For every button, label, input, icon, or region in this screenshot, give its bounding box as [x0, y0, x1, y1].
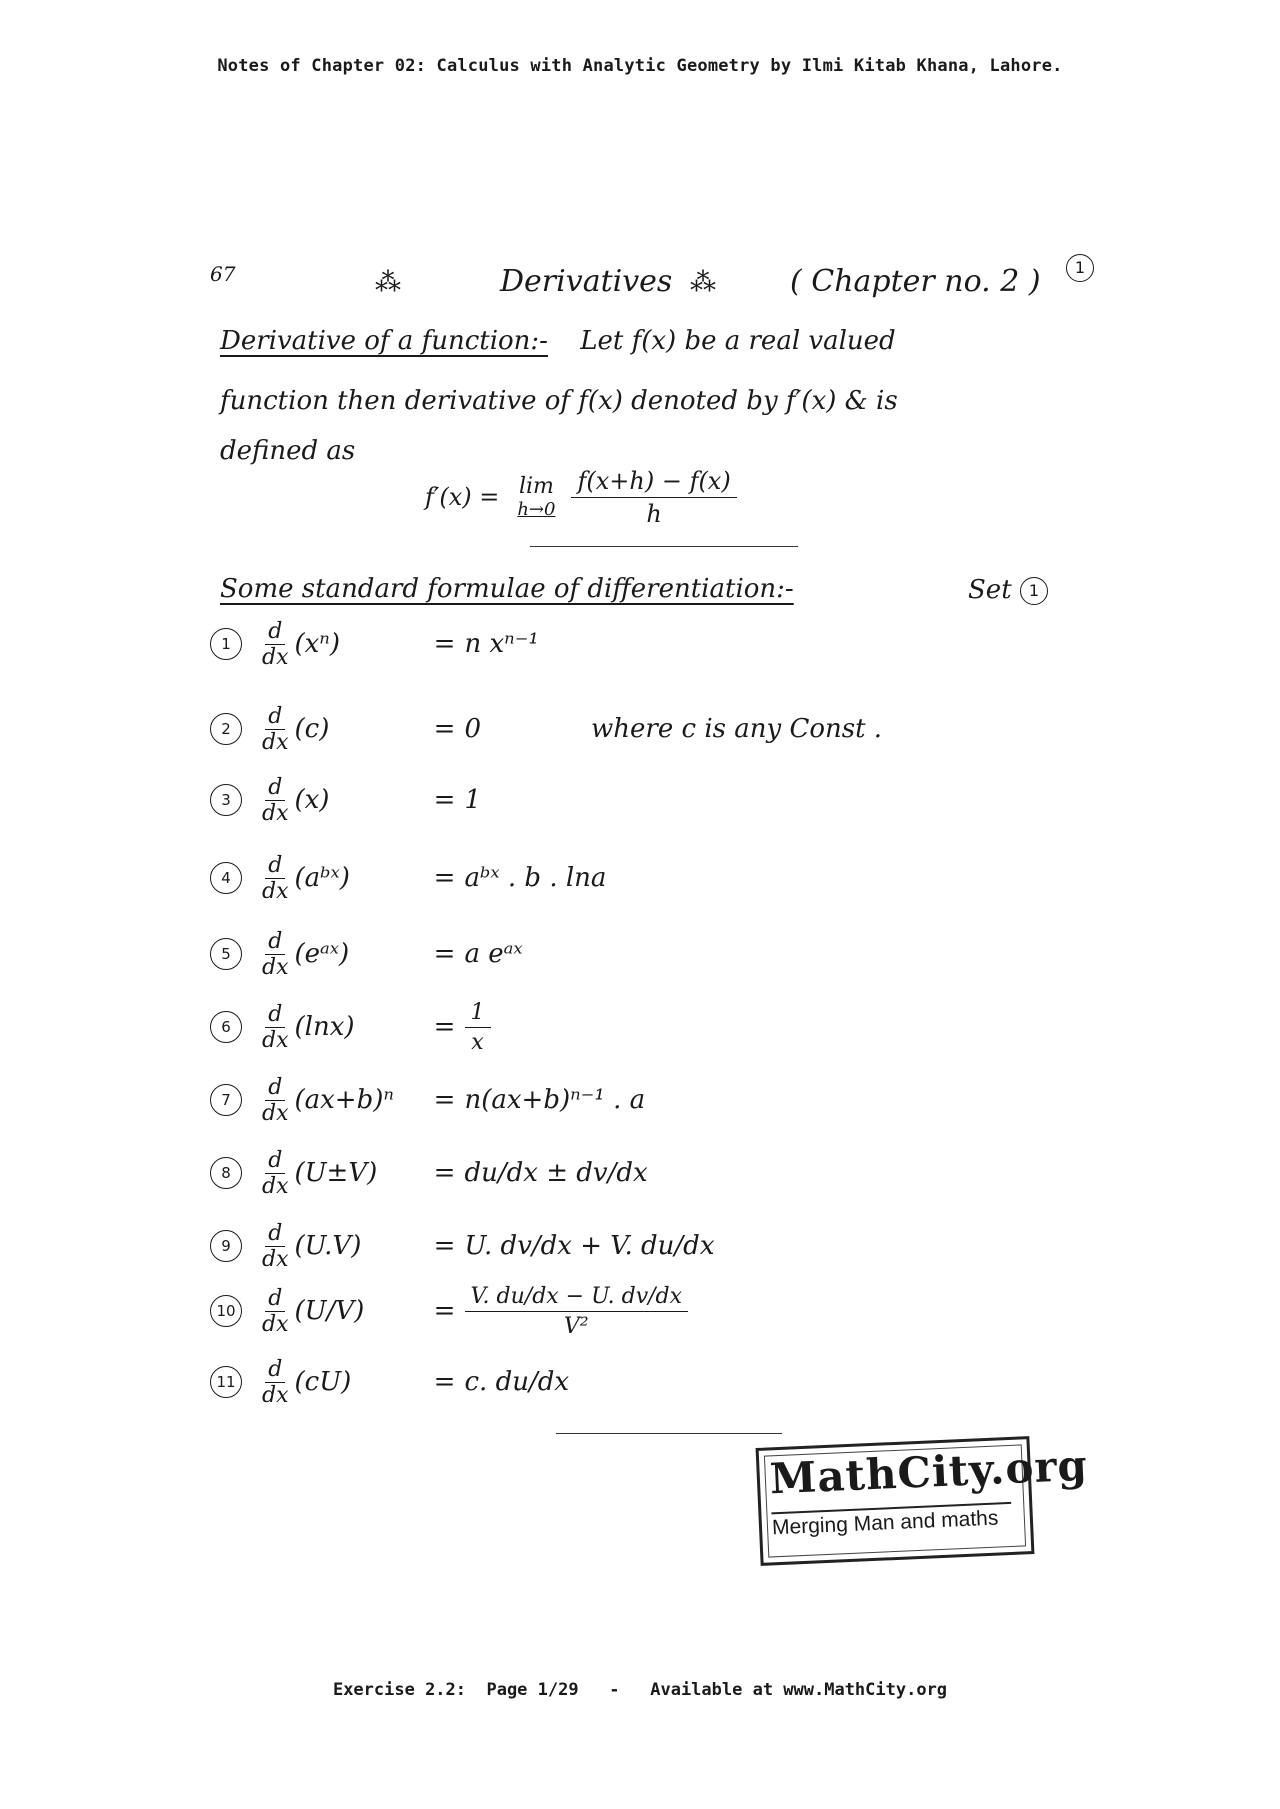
limit-subscript: h→0 [517, 499, 556, 520]
formula-result: a eᵃˣ [464, 939, 523, 969]
limit [517, 474, 555, 520]
formula-row-2 [210, 697, 882, 761]
definition-heading: Derivative of a function:- [220, 326, 548, 356]
formula-number: 10 [210, 1295, 242, 1327]
set-number-circle: 1 [1020, 577, 1048, 605]
formula-result-numerator: V. du/dx − U. dv/dx [465, 1284, 689, 1312]
formula-number: 6 [210, 1011, 242, 1043]
definition-line-1 [220, 326, 896, 356]
definition-lhs: f′(x) = [425, 483, 500, 511]
end-separator [556, 1433, 782, 1434]
formula-number: 11 [210, 1366, 242, 1398]
page-footer: Exercise 2.2: Page 1/29 - Available at www.MathCity.org [332, 1680, 948, 1700]
equals-sign: = [433, 1012, 456, 1042]
operator-d: d [265, 775, 285, 801]
formula-row-9 [210, 1214, 714, 1278]
formula-result: aᵇˣ . b . lna [464, 863, 607, 893]
formula-argument: (c) [294, 714, 330, 744]
operator-d: d [265, 1148, 285, 1174]
star-left: ⁂ [375, 268, 401, 298]
formula-result-denominator: V² [563, 1313, 589, 1339]
set-label [968, 575, 1048, 605]
operator-d: d [265, 704, 285, 730]
operator-d: d [265, 619, 285, 645]
equals-sign: = [433, 1367, 456, 1397]
derivative-operator [262, 704, 289, 755]
derivative-operator [262, 853, 289, 904]
formula-argument: (aᵇˣ) [294, 863, 350, 893]
mathcity-stamp [756, 1436, 1089, 1566]
set-label-text: Set [968, 575, 1012, 605]
definition-line-2: function then derivative of f(x) denoted by f′(x) & is [220, 386, 898, 416]
operator-d: d [265, 1002, 285, 1028]
formula-argument: (xⁿ) [294, 629, 340, 659]
formula-result: n xⁿ⁻¹ [464, 629, 539, 659]
formula-row-5 [210, 922, 523, 986]
formula-number: 2 [210, 713, 242, 745]
formula-result [465, 1000, 491, 1055]
operator-dx: dx [262, 1382, 289, 1408]
operator-d: d [265, 1221, 285, 1247]
formula-row-8 [210, 1141, 648, 1205]
derivative-operator [262, 1002, 289, 1053]
derivative-operator [262, 1286, 289, 1337]
operator-d: d [265, 853, 285, 879]
formula-number: 3 [210, 784, 242, 816]
formula-argument: (cU) [294, 1367, 352, 1397]
formula-argument: (ax+b)ⁿ [294, 1085, 394, 1115]
operator-dx: dx [262, 729, 289, 755]
page-mark: 67 [210, 262, 236, 286]
formula-result-numerator: 1 [465, 1000, 491, 1028]
formula-argument: (lnx) [294, 1012, 355, 1042]
formula-result: 1 [464, 785, 482, 815]
difference-quotient [571, 467, 736, 528]
derivative-operator [262, 619, 289, 670]
formula-result-denominator: x [471, 1029, 484, 1055]
equals-sign: = [433, 629, 456, 659]
formula-number: 1 [210, 628, 242, 660]
definition-line-3: defined as [220, 436, 356, 466]
formula-argument: (U.V) [294, 1231, 362, 1261]
formula-row-11 [210, 1350, 569, 1414]
formula-number: 4 [210, 862, 242, 894]
formula-result: n(ax+b)ⁿ⁻¹ . a [464, 1085, 646, 1115]
chapter-label: ( Chapter no. 2 ) [790, 264, 1041, 299]
derivative-operator [262, 1357, 289, 1408]
formula-number: 9 [210, 1230, 242, 1262]
operator-dx: dx [262, 954, 289, 980]
equals-sign: = [433, 714, 456, 744]
formula-argument: (U±V) [294, 1158, 378, 1188]
formula-result: U. dv/dx + V. du/dx [464, 1231, 715, 1261]
formula-argument: (x) [294, 785, 330, 815]
operator-d: d [265, 1357, 285, 1383]
equals-sign: = [433, 1296, 456, 1326]
difference-quotient-denominator: h [646, 499, 662, 528]
formula-number: 8 [210, 1157, 242, 1189]
derivative-operator [262, 775, 289, 826]
operator-dx: dx [262, 1246, 289, 1272]
equals-sign: = [433, 939, 456, 969]
formula-row-6 [210, 995, 491, 1059]
title-row [210, 258, 1090, 312]
operator-dx: dx [262, 1100, 289, 1126]
formula-number: 5 [210, 938, 242, 970]
formula-row-10 [210, 1279, 688, 1343]
derivative-operator [262, 1221, 289, 1272]
formula-row-7 [210, 1068, 645, 1132]
formula-result: c. du/dx [464, 1367, 570, 1397]
operator-dx: dx [262, 644, 289, 670]
page-header: Notes of Chapter 02: Calculus with Analytic Geometry by Ilmi Kitab Khana, Lahore. [217, 56, 1063, 76]
limit-word: lim [518, 474, 554, 499]
equals-sign: = [433, 1231, 456, 1261]
definition-underline [530, 546, 798, 547]
formulae-heading: Some standard formulae of differentiation:- [220, 574, 794, 604]
derivative-operator [262, 1075, 289, 1126]
equals-sign: = [433, 1158, 456, 1188]
equals-sign: = [433, 863, 456, 893]
formula-result: 0 [464, 714, 482, 744]
operator-dx: dx [262, 1311, 289, 1337]
formula-result [465, 1284, 689, 1339]
stamp-title: MathCity.org [768, 1440, 1089, 1504]
definition-line-1-text: Let f(x) be a real valued [580, 326, 896, 356]
star-right: ⁂ [690, 268, 716, 298]
operator-d: d [265, 1075, 285, 1101]
derivative-definition-formula [425, 462, 785, 532]
formula-row-4 [210, 846, 606, 910]
stamp-tagline: Merging Man and maths [771, 1502, 1012, 1540]
operator-dx: dx [262, 800, 289, 826]
operator-dx: dx [262, 1173, 289, 1199]
derivative-operator [262, 1148, 289, 1199]
difference-quotient-numerator: f(x+h) − f(x) [571, 467, 736, 498]
formula-row-1 [210, 612, 539, 676]
derivative-operator [262, 929, 289, 980]
formula-argument: (eᵃˣ) [294, 939, 350, 969]
equals-sign: = [433, 785, 456, 815]
formula-number: 7 [210, 1084, 242, 1116]
operator-d: d [265, 929, 285, 955]
formula-note: where c is any Const . [591, 714, 883, 744]
page-title: Derivatives [500, 264, 673, 299]
formulae-heading-row [220, 574, 794, 604]
page-number-circle: 1 [1066, 254, 1094, 282]
formula-argument: (U/V) [294, 1296, 365, 1326]
operator-d: d [265, 1286, 285, 1312]
operator-dx: dx [262, 1027, 289, 1053]
operator-dx: dx [262, 878, 289, 904]
formula-row-3 [210, 768, 481, 832]
equals-sign: = [433, 1085, 456, 1115]
formula-result: du/dx ± dv/dx [464, 1158, 648, 1188]
